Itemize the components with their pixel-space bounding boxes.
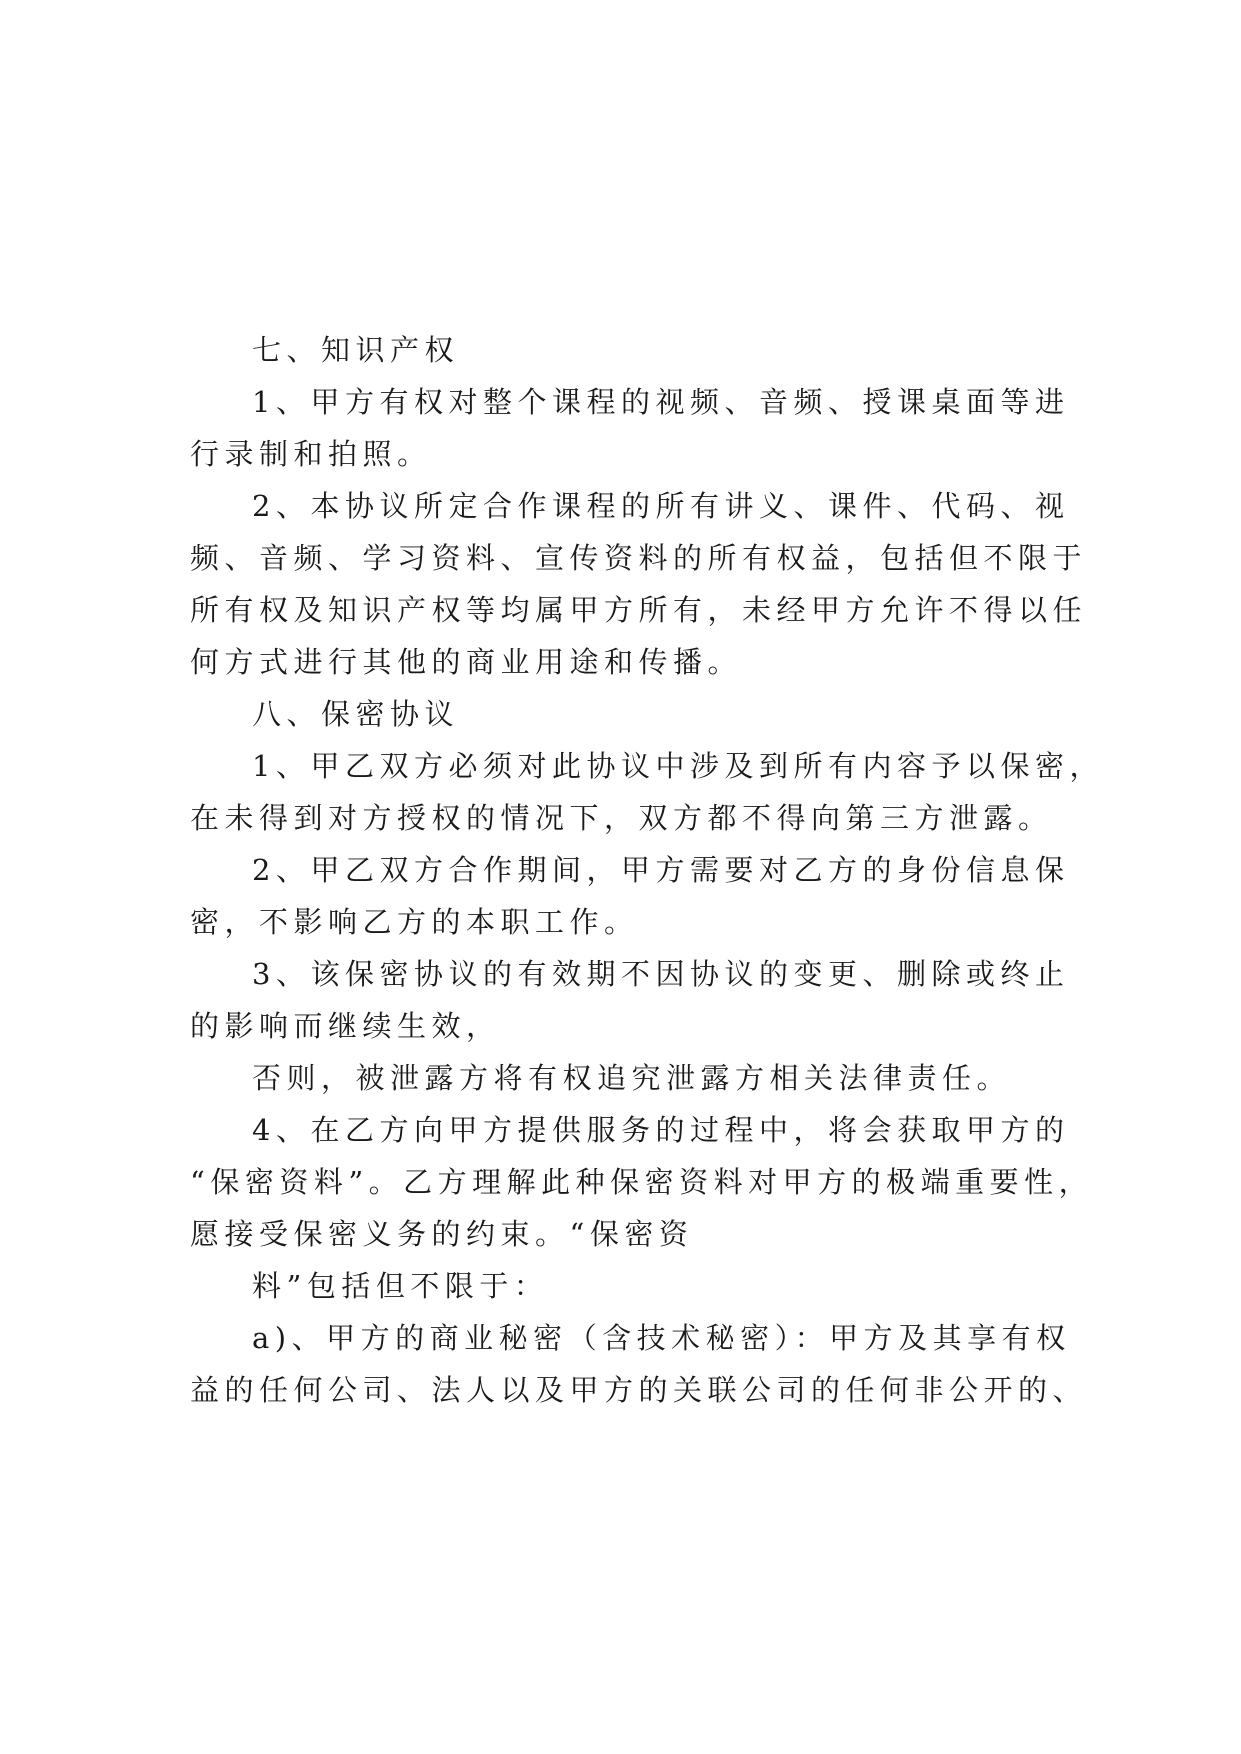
paragraph-line: 益的任何公司、法人以及甲方的关联公司的任何非公开的、 [190, 1373, 1088, 1407]
paragraph-line: 所有权及知识产权等均属甲方所有，未经甲方允许不得以任 [190, 593, 1088, 627]
paragraph-line: 在未得到对方授权的情况下，双方都不得向第三方泄露。 [190, 801, 1053, 835]
section-heading-intellectual-property: 七、知识产权 [252, 333, 460, 367]
paragraph-line: 密，不影响乙方的本职工作。 [190, 905, 639, 939]
paragraph-line: 2、甲乙双方合作期间，甲方需要对乙方的身份信息保 [252, 853, 1070, 887]
paragraph-line: 行录制和拍照。 [190, 437, 432, 471]
paragraph-line: 1、甲乙双方必须对此协议中涉及到所有内容予以保密， [252, 749, 1104, 783]
paragraph-line: 愿接受保密义务的约束。“保密资 [190, 1217, 694, 1251]
paragraph-line: “保密资料”。乙方理解此种保密资料对甲方的极端重要性， [190, 1165, 1094, 1199]
paragraph-line: 否则，被泄露方将有权追究泄露方相关法律责任。 [252, 1061, 1012, 1095]
paragraph-line: 何方式进行其他的商业用途和传播。 [190, 645, 743, 679]
paragraph-line: 的影响而继续生效， [190, 1009, 501, 1043]
paragraph-line: 3、该保密协议的有效期不因协议的变更、删除或终止 [252, 957, 1070, 991]
section-heading-confidentiality: 八、保密协议 [252, 697, 460, 731]
paragraph-line: 频、音频、学习资料、宣传资料的所有权益，包括但不限于 [190, 541, 1088, 575]
paragraph-line: 1、甲方有权对整个课程的视频、音频、授课桌面等进 [252, 385, 1070, 419]
paragraph-line: 4、在乙方向甲方提供服务的过程中，将会获取甲方的 [252, 1113, 1070, 1147]
paragraph-line: 2、本协议所定合作课程的所有讲义、课件、代码、视 [252, 489, 1070, 523]
paragraph-line: 料”包括但不限于： [252, 1269, 549, 1303]
paragraph-line: a)、甲方的商业秘密（含技术秘密）：甲方及其享有权 [252, 1321, 1071, 1355]
